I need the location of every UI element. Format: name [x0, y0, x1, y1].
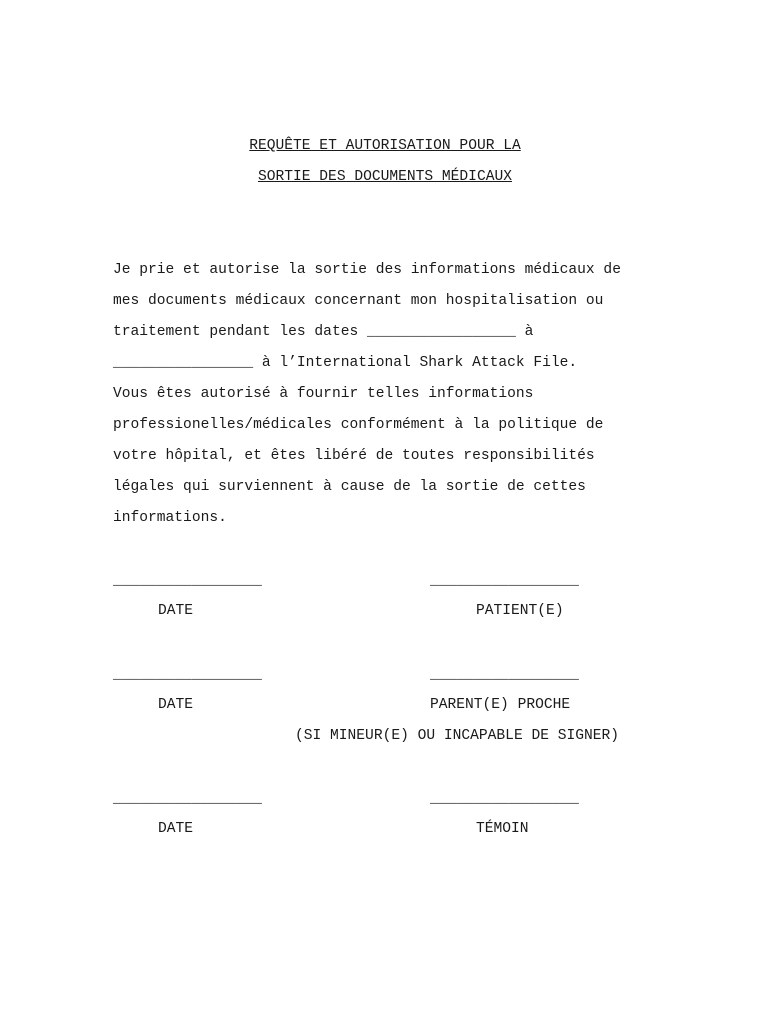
date-label: DATE	[158, 603, 194, 619]
parent-note: (SI MINEUR(E) OU INCAPABLE DE SIGNER)	[295, 728, 620, 744]
parent-signature-line: _________________	[430, 667, 579, 683]
document-title-line-1: REQUÊTE ET AUTORISATION POUR LA	[249, 138, 521, 154]
paragraph-line: légales qui surviennent à cause de la sortie de cettes	[113, 479, 586, 495]
paragraph-line: Je prie et autorise la sortie des informations médicaux de	[113, 262, 621, 278]
paragraph-line: mes documents médicaux concernant mon hospitalisation ou	[113, 293, 604, 309]
paragraph-line: traitement pendant les dates _________________ à	[113, 324, 534, 340]
paragraph-line: Vous êtes autorisé à fournir telles informations	[113, 386, 534, 402]
date-signature-line: _________________	[113, 667, 262, 683]
paragraph-line: informations.	[113, 510, 227, 526]
paragraph-line: professionelles/médicales conformément à la politique de	[113, 417, 604, 433]
document-title-line-2: SORTIE DES DOCUMENTS MÉDICAUX	[258, 169, 512, 185]
parent-label: PARENT(E) PROCHE	[430, 697, 571, 713]
date-label: DATE	[158, 821, 194, 837]
date-label: DATE	[158, 697, 194, 713]
paragraph-line: votre hôpital, et êtes libéré de toutes responsibilités	[113, 448, 595, 464]
patient-signature-line: _________________	[430, 573, 579, 589]
date-signature-line: _________________	[113, 573, 262, 589]
witness-signature-line: _________________	[430, 791, 579, 807]
paragraph-line: ________________ à l’International Shark Attack File.	[113, 355, 578, 371]
witness-label: TÉMOIN	[476, 821, 529, 837]
date-signature-line: _________________	[113, 791, 262, 807]
patient-label: PATIENT(E)	[476, 603, 564, 619]
